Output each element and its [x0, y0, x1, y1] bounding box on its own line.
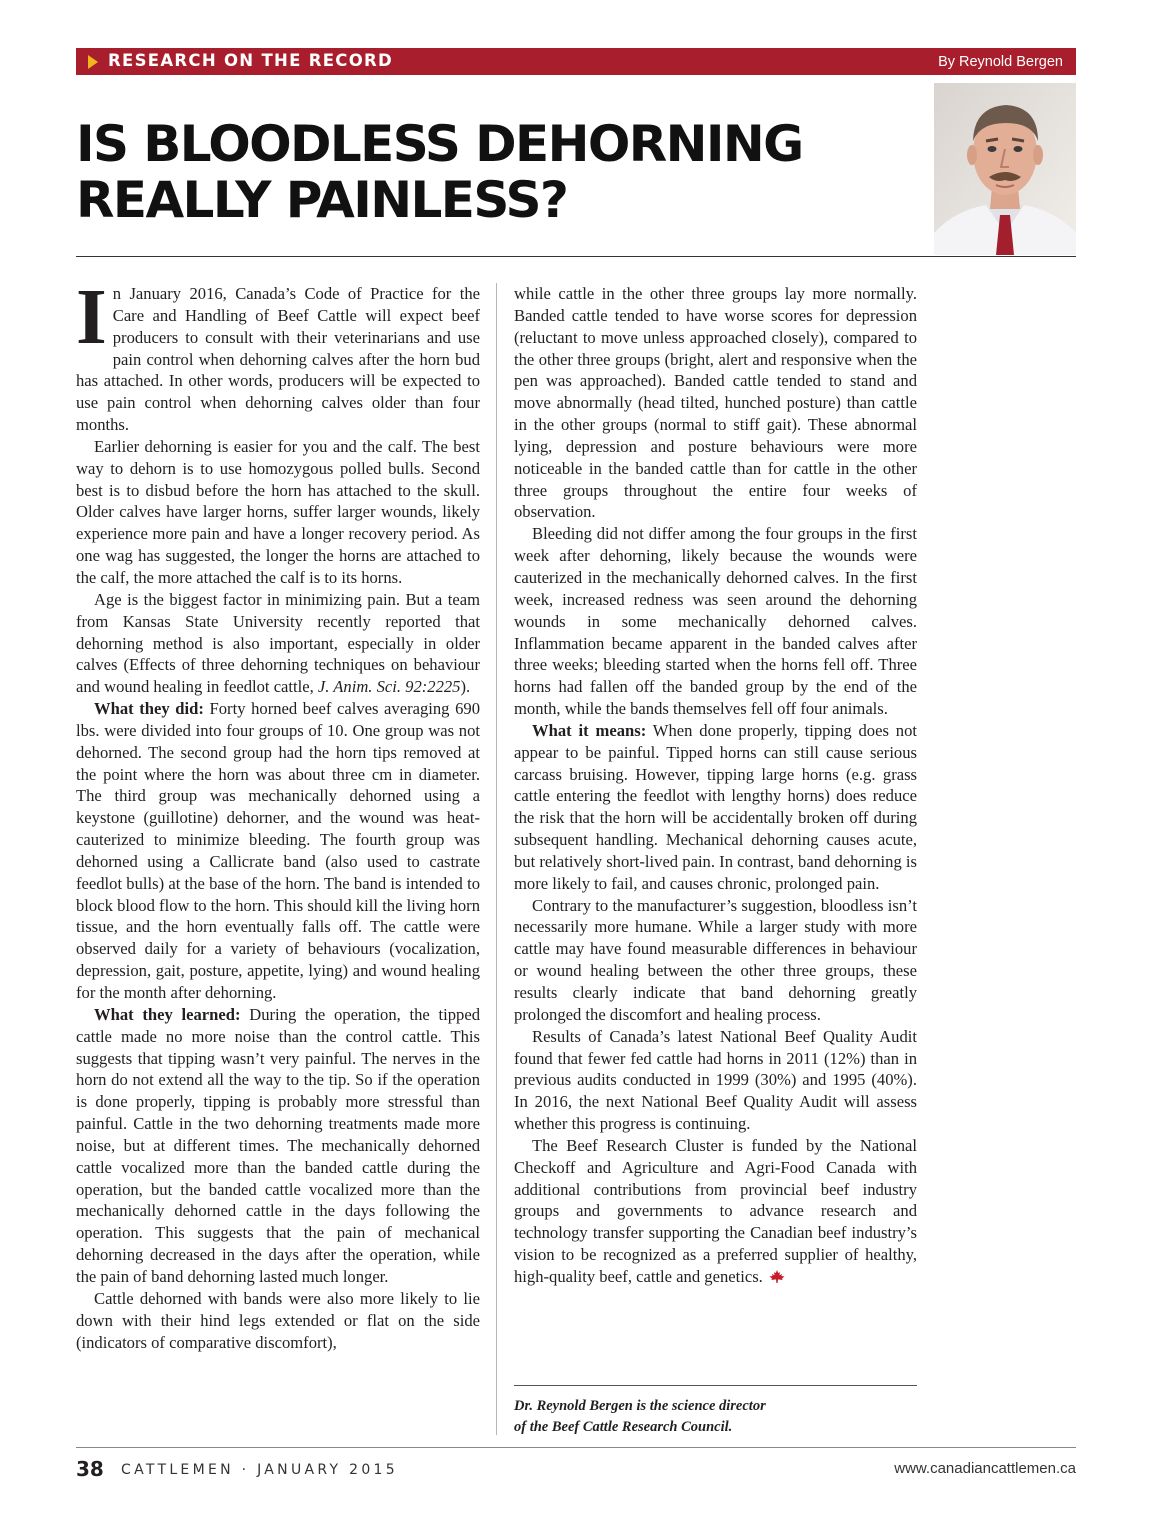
author-bio-line: of the Beef Cattle Research Council. — [514, 1419, 733, 1435]
author-portrait-image — [934, 83, 1076, 255]
paragraph-text: ). — [460, 677, 471, 697]
article-paragraph — [514, 720, 917, 895]
byline: By Reynold Bergen — [938, 54, 1063, 70]
article-paragraph — [76, 274, 480, 436]
lead-in-what-it-means: What it means: — [532, 720, 647, 740]
paragraph-text: n January 2016, Canada’s Code of Practice for the Care and Handling of Beef Cattle will expect beef producers to consult with their veterinarians and use pain control when dehorning calves after the horn bud has attached. In other words, producers will be expected to use pain control when dehorning calves older than four months. — [76, 284, 480, 435]
lead-in-what-they-learned: What they learned: — [94, 1004, 241, 1024]
author-bio-line: Dr. Reynold Bergen is the science director — [514, 1398, 766, 1414]
paragraph-text: During the operation, the tipped cattle made no more noise than the control cattle. This suggests that tipping wasn’t very painful. The nerves in the horn do not extend all the way to the tip. So if the operation is done properly, tipping is probably more stressful than painful. Cattle in the two dehorning treatments made more noise, but at different times. The mechanically dehorned cattle vocalized more than the banded cattle during the operation, but the banded cattle vocalized more than the mechanically dehorned cattle in the days following the operation. This suggests that the pain of mechanical dehorning decreased in the days after the operation, while the pain of band dehorning lasted much longer. — [76, 1004, 480, 1286]
paragraph-text: When done properly, tipping does not appear to be painful. Tipped horns can still cause serious carcass bruising. However, tipping large horns (e.g. grass cattle entering the feedlot with lengthy horns) does reduce the risk that the horn will be accidentally broken off during subsequent handling. Mechanical dehorning causes acute, but relatively short-lived pain. In contrast, band dehorning is more likely to fail, and causes chronic, prolonged pain. — [514, 720, 917, 893]
triangle-right-icon — [88, 55, 98, 69]
article-paragraph — [514, 1135, 917, 1288]
lead-in-what-they-did: What they did: — [94, 699, 204, 719]
article-paragraph — [76, 698, 480, 1004]
article-paragraph — [76, 589, 480, 698]
section-title: RESEARCH ON THE RECORD — [108, 51, 394, 70]
paragraph-text: The Beef Research Cluster is funded by the National Checkoff and Agriculture and Agri-Food Canada with additional contributions from provincial beef industry groups and governments to advance research and technology transfer supporting the Canadian beef industry’s vision to be recognized as a preferred supplier of healthy, high-quality beef, cattle and genetics. — [514, 1135, 917, 1286]
paragraph-text: while cattle in the other three groups lay more normally. Banded cattle tended to have worse scores for depression (reluctant to move unless approached closely), compared to the other three groups (bright, alert and responsive when the pen was approached). Banded cattle tended to stand and move abnormally (head tilted, hunched posture) than cattle in the other groups (normal to stiff gait). These abnormal lying, depression and posture behaviours were more noticeable in the banded cattle than for cattle in the other three groups throughout the entire four weeks of observation. — [514, 284, 917, 522]
article-column-right — [514, 283, 917, 1288]
column-divider — [496, 283, 497, 1435]
top-rule — [76, 256, 1076, 257]
article-paragraph-continuation — [514, 283, 917, 523]
paragraph-text: Forty horned beef calves averaging 690 lbs. were divided into four groups of 10. One group was not dehorned. The second group had the horn tips removed at the point where the horn was about three cm in diameter. The third group was mechanically dehorned using a keystone (guillotine) dehorner, and the wound was heat-cauterized to minimize bleeding. The fourth group was dehorned using a Callicrate band (also used to castrate feedlot bulls) at the base of the horn. The band is intended to block blood flow to the horn. This should kill the living horn tissue, and the horn eventually falls off. The cattle were observed daily for a variety of behaviours (vocalization, depression, gait, posture, appetite, lying) and wound healing for the month after dehorning. — [76, 699, 480, 1002]
article-paragraph — [76, 1004, 480, 1288]
headline — [76, 116, 916, 228]
page-number: 38 — [76, 1457, 104, 1481]
author-bio — [514, 1396, 917, 1438]
website-link[interactable]: www.canadiancattlemen.ca — [894, 1460, 1076, 1477]
article-paragraph: Bleeding did not differ among the four groups in the first week after dehorning, likely because the wounds were cauterized in the mechanically dehorned calves. In the first week, increased redness was seen around the dehorning wounds in some mechanically dehorned calves. Inflammation became apparent in the banded calves after three weeks; bleeding started when the horns fell off. Three horns had fallen off the banded group by the end of the month, while the bands themselves fell off four animals. — [514, 524, 917, 719]
article-paragraph: Contrary to the manufacturer’s suggestion, bloodless isn’t necessarily more humane. While a larger study with more cattle may have found measurable differences in behaviour or wound healing between the other three groups, these results clearly indicate that band dehorning greatly prolonged the discomfort and healing process. — [514, 895, 917, 1024]
headline-line-1: IS BLOODLESS DEHORNING — [76, 115, 803, 173]
section-banner — [76, 48, 1076, 75]
maple-leaf-icon — [769, 1270, 785, 1283]
citation: J. Anim. Sci. 92:2225 — [317, 677, 461, 697]
footer-rule — [76, 1447, 1076, 1448]
article-paragraph: Earlier dehorning is easier for you and the calf. The best way to dehorn is to use homozygous polled bulls. Second best is to disbud before the horn has attached to the skull. Older calves have larger horns, suffer larger wounds, likely experience more pain and have a longer recovery period. As one wag has suggested, the longer the horns are attached to the calf, the more attached the calf is to its horns. — [76, 436, 480, 587]
article-paragraph: Results of Canada’s latest National Beef Quality Audit found that fewer fed cattle had horns in 2011 (12%) than in previous audits conducted in 1999 (30%) and 1995 (40%). In 2016, the next National Beef Quality Audit will assess whether this progress is continuing. — [514, 1026, 917, 1134]
author-portrait — [934, 83, 1076, 255]
article-column-left — [76, 274, 480, 1353]
paragraph-text: Age is the biggest factor in minimizing pain. But a team from Kansas State University recently reported that dehorning method is also important, especially in older calves (Effects of three dehorning techniques on behaviour and wound healing in feedlot cattle, — [76, 589, 480, 697]
article-paragraph-continued — [76, 1288, 480, 1354]
magazine-issue: CATTLEMEN · JANUARY 2015 — [121, 1462, 398, 1478]
bio-rule — [514, 1385, 917, 1386]
paragraph-text: Cattle dehorned with bands were also more likely to lie down with their hind legs extended or flat on the side (indicators of comparative discomfort), — [76, 1288, 480, 1352]
headline-line-2: REALLY PAINLESS? — [76, 171, 568, 229]
drop-cap: I — [76, 274, 107, 361]
